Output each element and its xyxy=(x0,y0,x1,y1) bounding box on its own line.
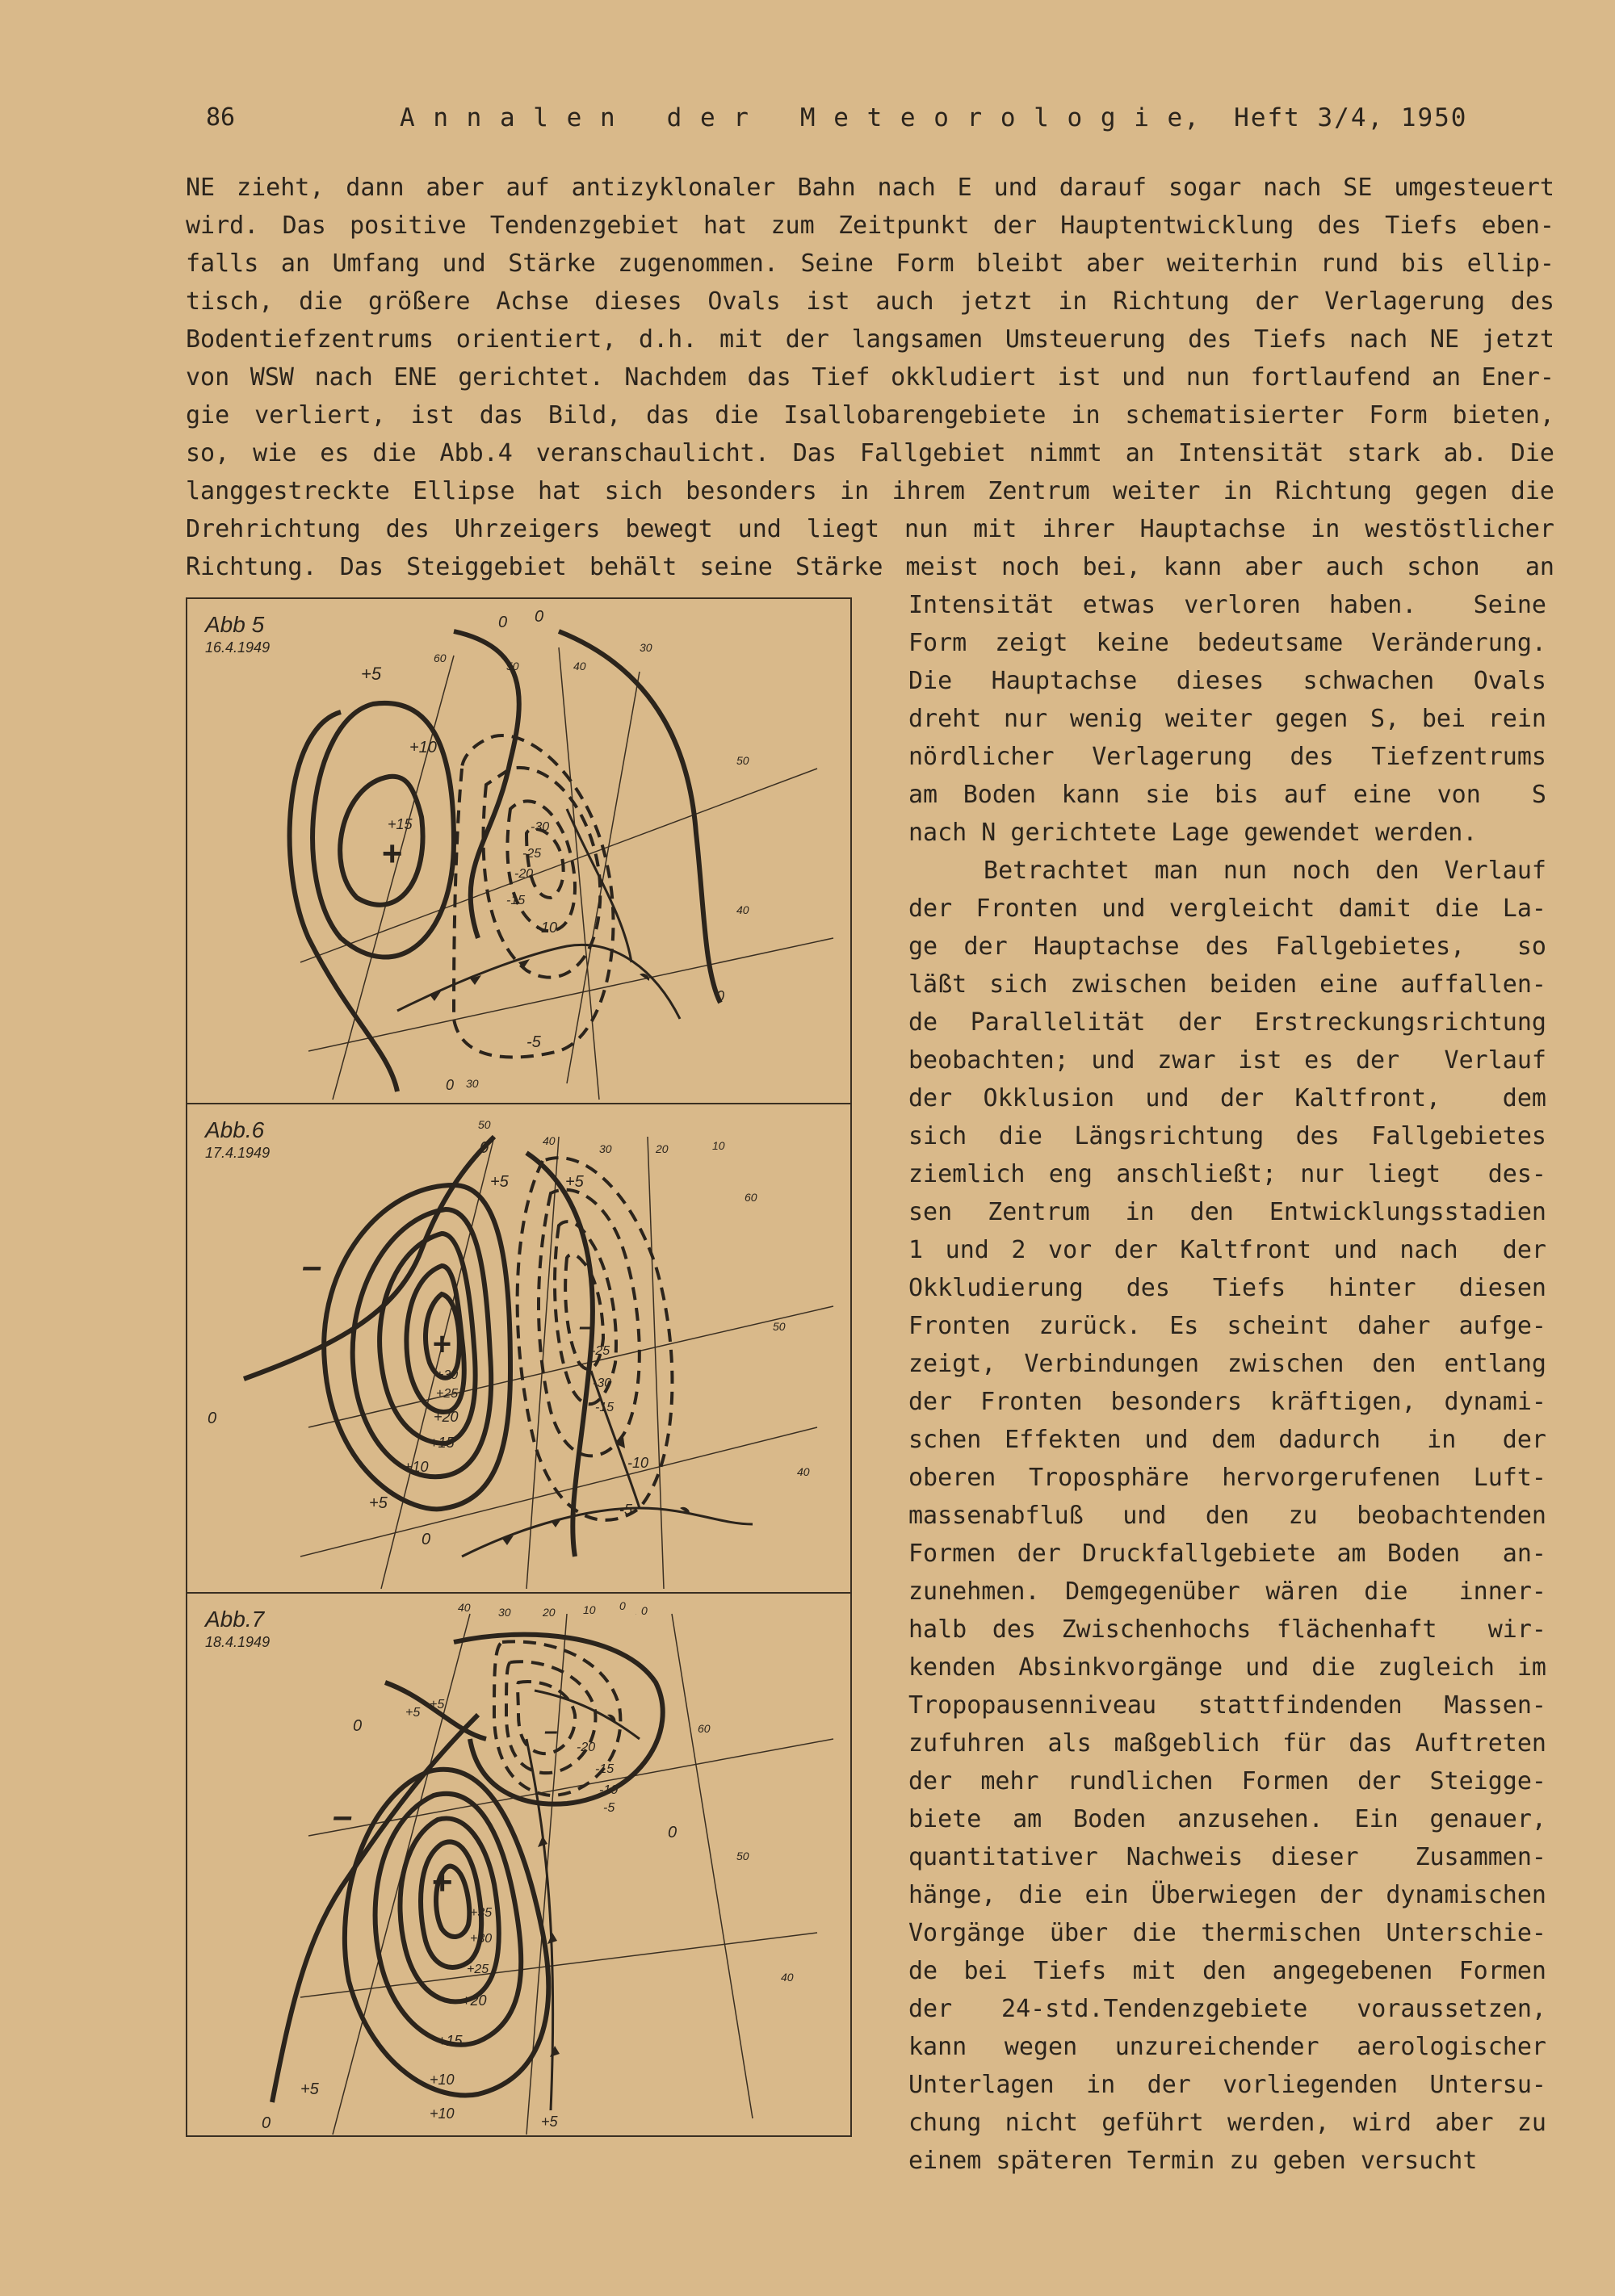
text-line: so, wie es die Abb.4 veranschaulicht. Das Fallgebiet nimmt an Intensität stark ab. Die xyxy=(186,439,1554,467)
text-line: tisch, die größere Achse dieses Ovals ist auch jetzt in Richtung der Verlagerung des xyxy=(186,287,1554,316)
grid-label: 50 xyxy=(736,1850,749,1862)
text-line: 1 und 2 vor der Kaltfront und nach der xyxy=(908,1236,1546,1264)
isoline-label: -25 xyxy=(591,1344,610,1358)
isoline-label: 0 xyxy=(262,2114,271,2132)
text-line: halb des Zwischenhochs flächenhaft wir- xyxy=(908,1615,1546,1644)
grid-lines xyxy=(300,647,833,1100)
isoline-label: -5 xyxy=(619,1502,633,1518)
center-symbol: + xyxy=(381,834,402,874)
grid-label: 50 xyxy=(736,754,749,767)
isoline-label: +10 xyxy=(430,2072,455,2088)
grid-label: 60 xyxy=(434,652,447,664)
grid-label: 10 xyxy=(712,1139,725,1152)
grid-label: 40 xyxy=(543,1134,556,1147)
text-line: nördlicher Verlagerung des Tiefzentrums xyxy=(908,743,1546,771)
isoline-label: 0 xyxy=(668,1824,677,1841)
figure-label: Abb.6 xyxy=(205,1117,265,1142)
grid-label: 40 xyxy=(736,903,749,916)
text-line: Bodentiefzentrums orientiert, d.h. mit der langsamen Umsteuerung des Tiefs nach NE jetzt xyxy=(186,325,1554,354)
front-lines xyxy=(462,1371,753,1557)
text-line: dreht nur wenig weiter gegen S, bei rein xyxy=(908,705,1546,733)
text-line: von WSW nach ENE gerichtet. Nachdem das Tief okkludiert ist und nun fortlaufend an Ener- xyxy=(186,363,1554,392)
text-line: Fronten zurück. Es scheint daher aufge- xyxy=(908,1312,1546,1340)
isoline-label: 0 xyxy=(535,608,544,626)
grid-label: 40 xyxy=(797,1465,810,1478)
figure-date: 16.4.1949 xyxy=(205,639,271,656)
figure-abb5 xyxy=(186,597,852,1104)
isoline-label: -15 xyxy=(506,894,526,907)
isoline-label: -20 xyxy=(514,867,534,881)
figure-label: Abb 5 xyxy=(205,612,265,637)
fall-isolines xyxy=(518,1158,673,1520)
isoline-label: -15 xyxy=(595,1401,615,1414)
text-line: einem späteren Termin zu geben versucht xyxy=(908,2147,1478,2175)
center-symbol: – xyxy=(544,1718,558,1745)
text-line: Drehrichtung des Uhrzeigers bewegt und liegt nun mit ihrer Hauptachse in westöstlicher xyxy=(186,515,1554,543)
isoline-label: 0 xyxy=(480,1139,489,1157)
grid-label: 50 xyxy=(506,660,519,672)
isoline-label: +10 xyxy=(409,739,437,756)
isoline-label: 0 xyxy=(422,1531,431,1548)
text-line: Vorgänge über die thermischen Unterschie- xyxy=(908,1919,1546,1947)
isoline-label: +5 xyxy=(430,1698,445,1712)
text-line: ziemlich eng anschließt; nur liegt des- xyxy=(908,1160,1546,1188)
isoline-label: -30 xyxy=(531,820,550,834)
isoline-label: +20 xyxy=(462,1992,487,2009)
isoline-label: +5 xyxy=(361,664,382,684)
text-line: gie verliert, ist das Bild, das die Isallobarengebiete in schematisierter Form bieten, xyxy=(186,401,1554,429)
text-line: oberen Troposphäre hervorgerufenen Luft- xyxy=(908,1464,1546,1492)
center-symbol: – xyxy=(333,1796,353,1836)
text-line: der Fronten besonders kräftigen, dynami- xyxy=(908,1388,1546,1416)
grid-label: 30 xyxy=(498,1606,511,1619)
isoline-label: +25 xyxy=(436,1387,459,1401)
running-head: A n n a l e n d e r M e t e o r o l o g i e, Heft 3/4, 1950 xyxy=(400,103,1468,132)
isoline-label: -10 xyxy=(599,1783,619,1797)
isoline-label: +30 xyxy=(470,1932,493,1946)
text-line: Die Hauptachse dieses schwachen Ovals xyxy=(908,667,1546,695)
text-line: massenabfluß und den zu beobachtenden xyxy=(908,1502,1546,1530)
isoline-label: 0 xyxy=(619,1599,626,1612)
isoline-label: +5 xyxy=(565,1173,584,1191)
isoline-label: -30 xyxy=(593,1376,612,1390)
text-line: der mehr rundlichen Formen der Steigge- xyxy=(908,1767,1546,1795)
grid-label: 40 xyxy=(458,1601,471,1614)
text-line: läßt sich zwischen beiden eine auffallen- xyxy=(908,970,1546,999)
text-line: quantitativer Nachweis dieser Zusammen- xyxy=(908,1843,1546,1871)
text-line: am Boden kann sie bis auf eine von S xyxy=(908,781,1546,809)
text-line: Form zeigt keine bedeutsame Veränderung. xyxy=(908,629,1546,657)
isoline-label: +5 xyxy=(541,2114,558,2130)
text-line: schen Effekten und dem dadurch in der xyxy=(908,1426,1546,1454)
text-line: falls an Umfang und Stärke zugenommen. Seine Form bleibt aber weiterhin rund bis ellip- xyxy=(186,249,1554,278)
isoline-label: 0 xyxy=(353,1717,363,1735)
grid-label: 40 xyxy=(781,1971,794,1984)
figure-abb6 xyxy=(186,1103,852,1594)
isoline-label: +35 xyxy=(470,1906,493,1920)
text-line: wird. Das positive Tendenzgebiet hat zum Zeitpunkt der Hauptentwicklung des Tiefs eben- xyxy=(186,212,1554,240)
isoline-label: -25 xyxy=(522,847,542,861)
grid-label: 60 xyxy=(698,1722,711,1735)
text-line: de Parallelität der Erstreckungsrichtung xyxy=(908,1008,1546,1037)
figure-label: Abb.7 xyxy=(205,1607,265,1632)
grid-label: 30 xyxy=(640,641,652,654)
isoline-label: -20 xyxy=(577,1741,596,1754)
text-line: nach N gerichtete Lage gewendet werden. xyxy=(908,819,1478,847)
text-line: zufuhren als maßgeblich für das Auftreten xyxy=(908,1729,1546,1758)
text-line: kenden Absinkvorgänge und die zugleich im xyxy=(908,1653,1546,1682)
isoline-label: +10 xyxy=(404,1459,429,1475)
isoline-label: 0 xyxy=(716,988,725,1004)
isoline-label: -10 xyxy=(627,1455,649,1471)
text-line: Unterlagen in der vorliegenden Untersu- xyxy=(908,2071,1546,2099)
grid-label: 10 xyxy=(583,1603,596,1616)
isallobar-map xyxy=(187,1594,852,2137)
isoline-label: 0 xyxy=(446,1077,455,1093)
isoline-label: +15 xyxy=(430,1435,455,1451)
text-line: Tropopausenniveau stattfindenden Massen- xyxy=(908,1691,1546,1720)
center-symbol: + xyxy=(431,1862,452,1902)
text-line: kann wegen unzureichender aerologischer xyxy=(908,2033,1546,2061)
center-symbol: – xyxy=(302,1246,322,1286)
grid-label: 40 xyxy=(573,660,586,672)
text-line: Richtung. Das Steiggebiet behält seine Stärke meist noch bei, kann aber auch schon an xyxy=(186,553,1554,581)
grid-label: 0 xyxy=(641,1604,648,1617)
isoline-label: +5 xyxy=(369,1494,388,1512)
text-line: sen Zentrum in den Entwicklungsstadien xyxy=(908,1198,1546,1226)
isoline-label: -10 xyxy=(536,920,558,936)
center-symbol: + xyxy=(432,1326,451,1362)
text-line: der Okklusion und der Kaltfront, dem xyxy=(908,1084,1546,1112)
isoline-label: +15 xyxy=(388,816,413,832)
text-line: ge der Hauptachse des Fallgebietes, so xyxy=(908,932,1546,961)
isoline-label: +25 xyxy=(467,1963,489,1976)
isallobar-map xyxy=(187,1104,852,1594)
isoline-label: +10 xyxy=(430,2105,455,2122)
text-line: Intensität etwas verloren haben. Seine xyxy=(908,591,1546,619)
grid-label: 60 xyxy=(745,1191,757,1204)
text-line: chung nicht geführt werden, wird aber zu xyxy=(908,2109,1546,2137)
center-symbol: – xyxy=(579,1313,593,1340)
isoline-label: 0 xyxy=(208,1410,217,1427)
isoline-label: -5 xyxy=(603,1801,615,1815)
figure-date: 18.4.1949 xyxy=(205,1634,271,1650)
text-line: zeigt, Verbindungen zwischen den entlang xyxy=(908,1350,1546,1378)
text-line: Formen der Druckfallgebiete am Boden an- xyxy=(908,1540,1546,1568)
isoline-label: +15 xyxy=(438,2033,463,2049)
text-line: Okkludierung des Tiefs hinter diesen xyxy=(908,1274,1546,1302)
text-line: beobachten; und zwar ist es der Verlauf xyxy=(908,1046,1546,1075)
text-line: biete am Boden anzusehen. Ein genauer, xyxy=(908,1805,1546,1833)
grid-label: 50 xyxy=(773,1320,786,1333)
grid-label: 30 xyxy=(466,1077,479,1090)
grid-label: 50 xyxy=(478,1118,491,1131)
grid-label: 30 xyxy=(599,1142,612,1155)
isoline-label: 0 xyxy=(498,614,508,631)
text-line: NE zieht, dann aber auf antizyklonaler Bahn nach E und darauf sogar nach SE umgesteuert xyxy=(186,174,1554,202)
text-line: Betrachtet man nun noch den Verlauf xyxy=(908,857,1546,885)
isallobar-map xyxy=(187,599,852,1104)
isoline-label: +5 xyxy=(490,1173,509,1191)
page-number: 86 xyxy=(206,103,236,132)
isoline-label: +5 xyxy=(405,1706,421,1720)
text-line: der 24-std.Tendenzgebiete voraussetzen, xyxy=(908,1995,1546,2023)
isoline-label: -15 xyxy=(595,1762,615,1776)
isoline-label: -5 xyxy=(526,1033,541,1051)
text-line: langgestreckte Ellipse hat sich besonders in ihrem Zentrum weiter in Richtung gegen die xyxy=(186,477,1554,505)
text-line: sich die Längsrichtung des Fallgebietes xyxy=(908,1122,1546,1150)
rise-isolines xyxy=(272,1635,663,2102)
figure-abb7 xyxy=(186,1592,852,2137)
isoline-label: +30 xyxy=(436,1368,459,1382)
text-line: hänge, die ein Überwiegen der dynamischen xyxy=(908,1881,1546,1909)
text-line: der Fronten und vergleicht damit die La- xyxy=(908,895,1546,923)
figure-date: 17.4.1949 xyxy=(205,1145,271,1161)
isoline-label: +20 xyxy=(434,1409,459,1425)
grid-label: 20 xyxy=(656,1142,669,1155)
text-line: zunehmen. Demgegenüber wären die inner- xyxy=(908,1577,1546,1606)
text-line: de bei Tiefs mit den angegebenen Formen xyxy=(908,1957,1546,1985)
grid-label: 20 xyxy=(543,1606,556,1619)
isoline-label: +5 xyxy=(300,2080,319,2098)
